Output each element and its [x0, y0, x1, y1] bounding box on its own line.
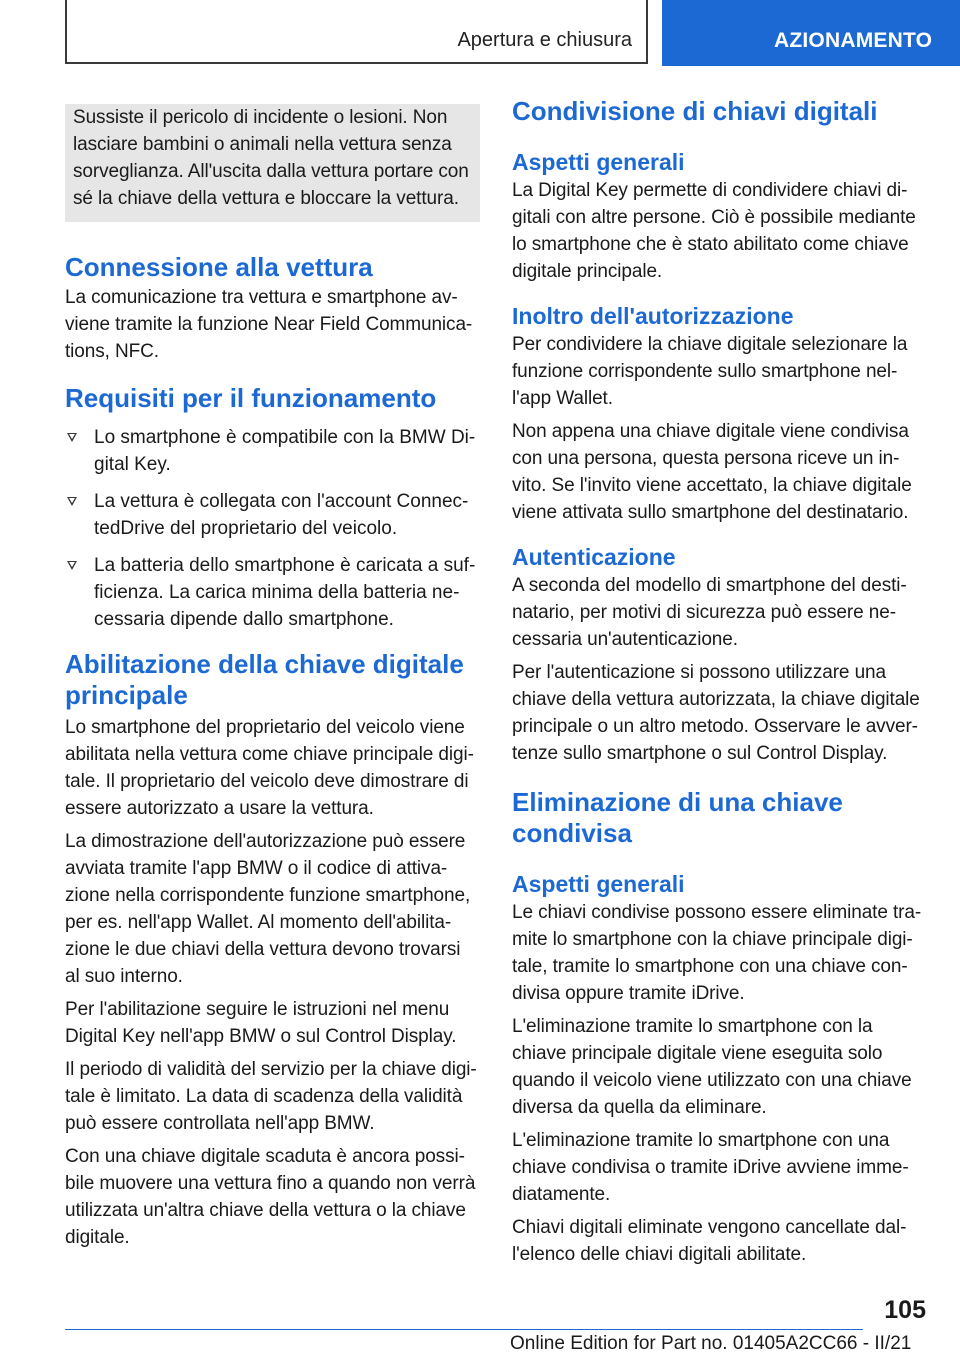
list-item — [65, 424, 480, 478]
sharing-general-text: La Digital Key permette di condividere chiavi di-gitali con altre persone. Ciò è possibile mediante lo smartphone che è stato abilitato come chiave digitale principale. — [512, 180, 916, 282]
triangle-bullet-icon — [67, 561, 77, 570]
requirements-list — [65, 424, 480, 633]
heading-requirements: Requisiti per il funzionamento — [65, 383, 437, 413]
subheading-authentication: Autenticazione — [512, 544, 676, 570]
paragraph: L'eliminazione tramite lo smartphone con una chiave condivisa o tramite iDrive avviene imme-diatamente. — [512, 1130, 909, 1205]
header-section-title: Apertura e chiusura — [457, 29, 632, 51]
forward-body — [512, 331, 927, 526]
list-item — [65, 488, 480, 542]
list-item — [65, 552, 480, 633]
list-item-text: La batteria dello smartphone è caricata a suf-ficienza. La carica minima della batteria ne-cessaria dipende dallo smartphone. — [94, 555, 476, 630]
paragraph: A seconda del modello di smartphone del desti-natario, per motivi di sicurezza può essere ne-cessaria un'autenticazione. — [512, 575, 907, 650]
footer-edition: Online Edition for Part no. 01405A2CC66 - II/21 — [510, 1333, 912, 1354]
paragraph: Per condividere la chiave digitale selezionare la funzione corrispondente sullo smartphone nel-l'app Wallet. — [512, 334, 908, 409]
paragraph: Chiavi digitali eliminate vengono cancellate dal-l'elenco delle chiavi digitali abilitate. — [512, 1217, 907, 1265]
footer-divider — [65, 1329, 863, 1330]
deletion-body — [512, 899, 927, 1268]
paragraph: Per l'abilitazione seguire le istruzioni nel menu Digital Key nell'app BMW o sul Control Display. — [65, 999, 457, 1047]
heading-deletion: Eliminazione di una chiave condivisa — [512, 787, 843, 848]
warning-text: Sussiste il pericolo di incidente o lesioni. Non lasciare bambini o animali nella vettura senza sorveglianza. All'uscita dalla vettura portare con sé la chiave della vettura e bloccare la vettura. — [73, 107, 469, 209]
paragraph: Lo smartphone del proprietario del veicolo viene abilitata nella vettura come chiave principale digi-tale. Il proprietario del veicolo deve dimostrare di essere autorizzato a usare la vettura. — [65, 717, 474, 819]
subheading-general: Aspetti generali — [512, 149, 685, 175]
connection-text: La comunicazione tra vettura e smartphone av-viene tramite la funzione Near Field Communica-tions, NFC. — [65, 287, 473, 362]
right-column — [512, 96, 927, 1268]
list-item-text: La vettura è collegata con l'account Connec-tedDrive del proprietario del veicolo. — [94, 491, 469, 539]
paragraph: Non appena una chiave digitale viene condivisa con una persona, questa persona riceve un in-vito. Se l'invito viene accettato, la chiave digitale viene attivata sullo smartphone del destinatario. — [512, 421, 912, 523]
page-number: 105 — [884, 1296, 926, 1324]
subheading-general: Aspetti generali — [512, 871, 685, 897]
paragraph: Il periodo di validità del servizio per la chiave digi-tale è limitato. La data di scadenza della validità può essere controllata nell'app BMW. — [65, 1059, 477, 1134]
heading-connection: Connessione alla vettura — [65, 252, 373, 282]
heading-enable-primary-key: Abilitazione della chiave digitale principale — [65, 649, 464, 710]
warning-box — [65, 104, 480, 222]
header-chapter-tab: AZIONAMENTO — [662, 0, 960, 66]
paragraph: Le chiavi condivise possono essere eliminate tra-mite lo smartphone con la chiave principale digi-tale, tramite lo smartphone con una chiave con-divisa oppure tramite iDrive. — [512, 902, 922, 1004]
header-section-box — [65, 0, 648, 64]
enable-body — [65, 714, 480, 1251]
subheading-forward: Inoltro dell'autorizzazione — [512, 303, 794, 329]
triangle-bullet-icon — [67, 497, 77, 506]
triangle-bullet-icon — [67, 433, 77, 442]
paragraph: La dimostrazione dell'autorizzazione può essere avviata tramite l'app BMW o il codice di attiva-zione nella corrispondente funzione smartphone, per es. nell'app Wallet. Al momento dell'abilita-zione le due chiavi della vettura devono trovarsi al suo interno. — [65, 831, 471, 987]
left-column — [65, 104, 480, 1251]
auth-body — [512, 572, 927, 767]
paragraph: Con una chiave digitale scaduta è ancora possi-bile muovere una vettura fino a quando non verrà utilizzata un'altra chiave della vettura o la chiave digitale. — [65, 1146, 476, 1248]
paragraph: L'eliminazione tramite lo smartphone con la chiave principale digitale viene eseguita solo quando il veicolo viene utilizzato con una chiave diversa da quella da eliminare. — [512, 1016, 912, 1118]
heading-sharing: Condivisione di chiavi digitali — [512, 96, 878, 126]
paragraph: Per l'autenticazione si possono utilizzare una chiave della vettura autorizzata, la chiave digitale principale o un altro metodo. Osservare le avver-tenze sullo smartphone o sul Control Display. — [512, 662, 920, 764]
list-item-text: Lo smartphone è compatibile con la BMW Di-gital Key. — [94, 427, 476, 475]
